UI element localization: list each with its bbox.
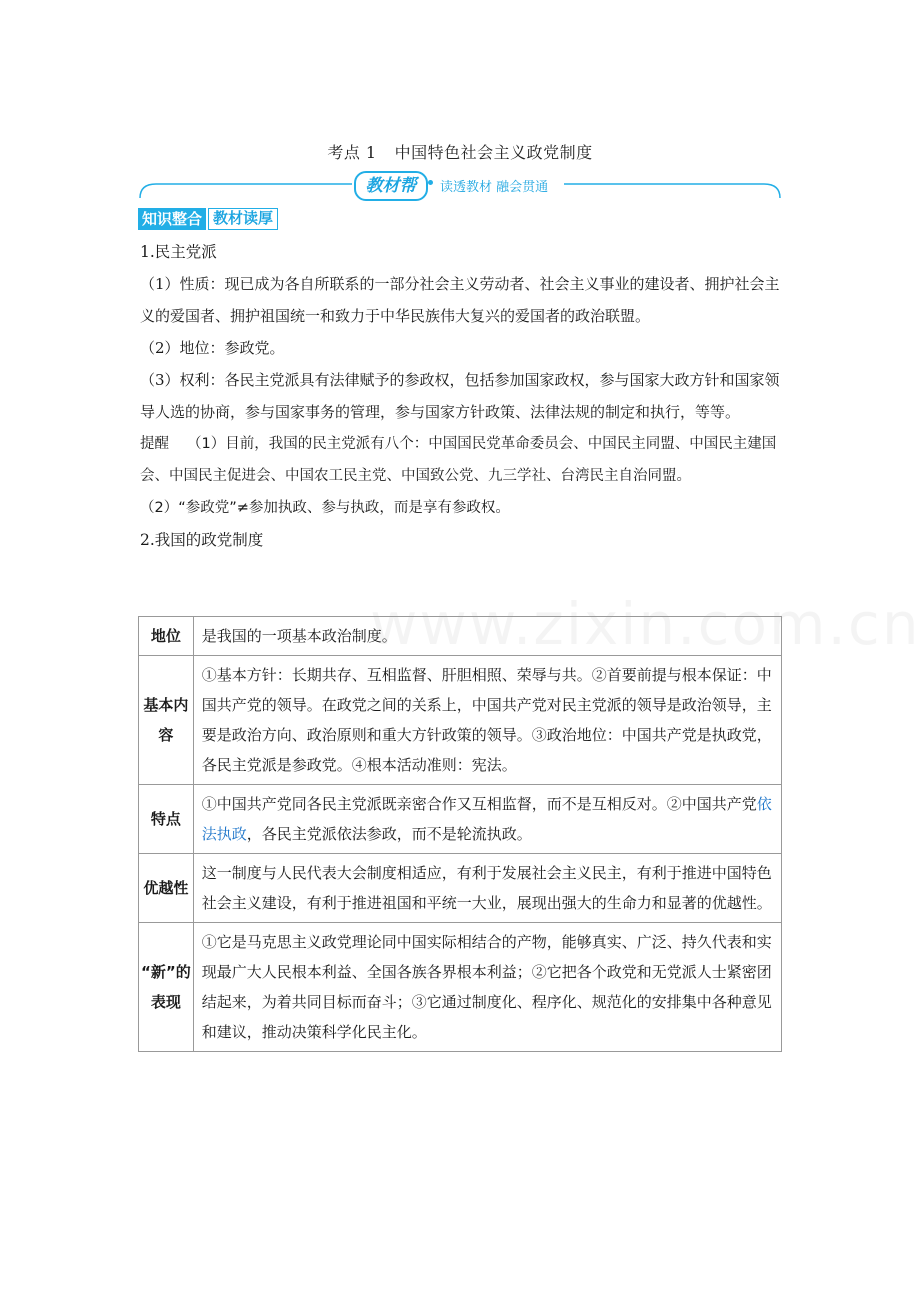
- row-key: 特点: [139, 785, 194, 854]
- law-based-governance-link[interactable]: 依法执政: [201, 795, 772, 843]
- table-row: [139, 617, 782, 656]
- row-value: [193, 785, 781, 854]
- party-system-table: [138, 616, 782, 1052]
- table-row: [139, 785, 782, 854]
- row-value-b: ，各民主党派依法参政，而不是轮流执政。: [246, 825, 532, 843]
- tip-2: （2）“参政党”≠参加执政、参与执政，而是享有参政权。: [140, 500, 510, 516]
- row-value: ①它是马克思主义政党理论同中国实际相结合的产物，能够真实、广泛、持久代表和实现最广大人民根本利益、全国各族各界根本利益；②它把各个政党和无党派人士紧密团结起来，为着共同目标而奋斗；③它通过制度化、程序化、规范化的安排集中各种意见和建议，推动决策科学化民主化。: [193, 923, 781, 1052]
- row-key: “新”的表现: [139, 923, 194, 1052]
- table-row: [139, 854, 782, 923]
- section1-nature: （1）性质：现已成为各自所联系的一部分社会主义劳动者、社会主义事业的建设者、拥护社会主义的爱国者、拥护祖国统一和致力于中华民族伟大复兴的爱国者的政治联盟。: [140, 275, 780, 325]
- section1-status: （2）地位：参政党。: [140, 339, 285, 357]
- row-value: ①基本方针：长期共存、互相监督、肝胆相照、荣辱与共。②首要前提与根本保证：中国共产党的领导。在政党之间的关系上，中国共产党对民主党派的领导是政治领导，主要是政治方向、政治原则和重大方针政策的领导。③政治地位：中国共产党是执政党，各民主党派是参政党。④根本活动准则：宪法。: [193, 656, 781, 785]
- row-key: 地位: [139, 617, 194, 656]
- banner-dot-icon: [428, 180, 433, 185]
- section-tag-right: 教材读厚: [208, 208, 278, 230]
- section1-rights: （3）权利：各民主党派具有法律赋予的参政权，包括参加国家政权，参与国家大政方针和国家领导人选的协商，参与国家事务的管理，参与国家方针政策、法律法规的制定和执行，等等。: [140, 371, 780, 421]
- section1-tip: [140, 428, 782, 492]
- title-number: 考点 1: [327, 143, 377, 162]
- row-key: 基本内容: [139, 656, 194, 785]
- banner-slogan: 读透教材 融会贯通: [440, 176, 554, 195]
- section-tag: [138, 208, 278, 230]
- page-title: [0, 140, 920, 163]
- tip-1: （1）目前，我国的民主党派有八个：中国国民党革命委员会、中国民主同盟、中国民主建国会、中国民主促进会、中国农工民主党、中国致公党、九三学社、台湾民主自治同盟。: [140, 436, 777, 484]
- banner-badge: 教材帮: [354, 171, 428, 201]
- section-tag-left: 知识整合: [138, 208, 206, 230]
- table-row: [139, 656, 782, 785]
- row-value-a: ①中国共产党同各民主党派既亲密合作又互相监督，而不是互相反对。②中国共产党: [201, 795, 757, 813]
- textbook-banner: [138, 168, 782, 202]
- row-value: 这一制度与人民代表大会制度相适应，有利于发展社会主义民主，有利于推进中国特色社会主义建设，有利于推进祖国和平统一大业，展现出强大的生命力和显著的优越性。: [193, 854, 781, 923]
- tip-label: 提醒: [140, 436, 169, 452]
- row-key: 优越性: [139, 854, 194, 923]
- section1: [140, 236, 782, 556]
- row-value: 是我国的一项基本政治制度。: [193, 617, 781, 656]
- section2-heading: 2.我国的政党制度: [140, 531, 264, 549]
- section1-heading: 1.民主党派: [140, 243, 217, 261]
- table-row: [139, 923, 782, 1052]
- title-text: 中国特色社会主义政党制度: [394, 143, 593, 162]
